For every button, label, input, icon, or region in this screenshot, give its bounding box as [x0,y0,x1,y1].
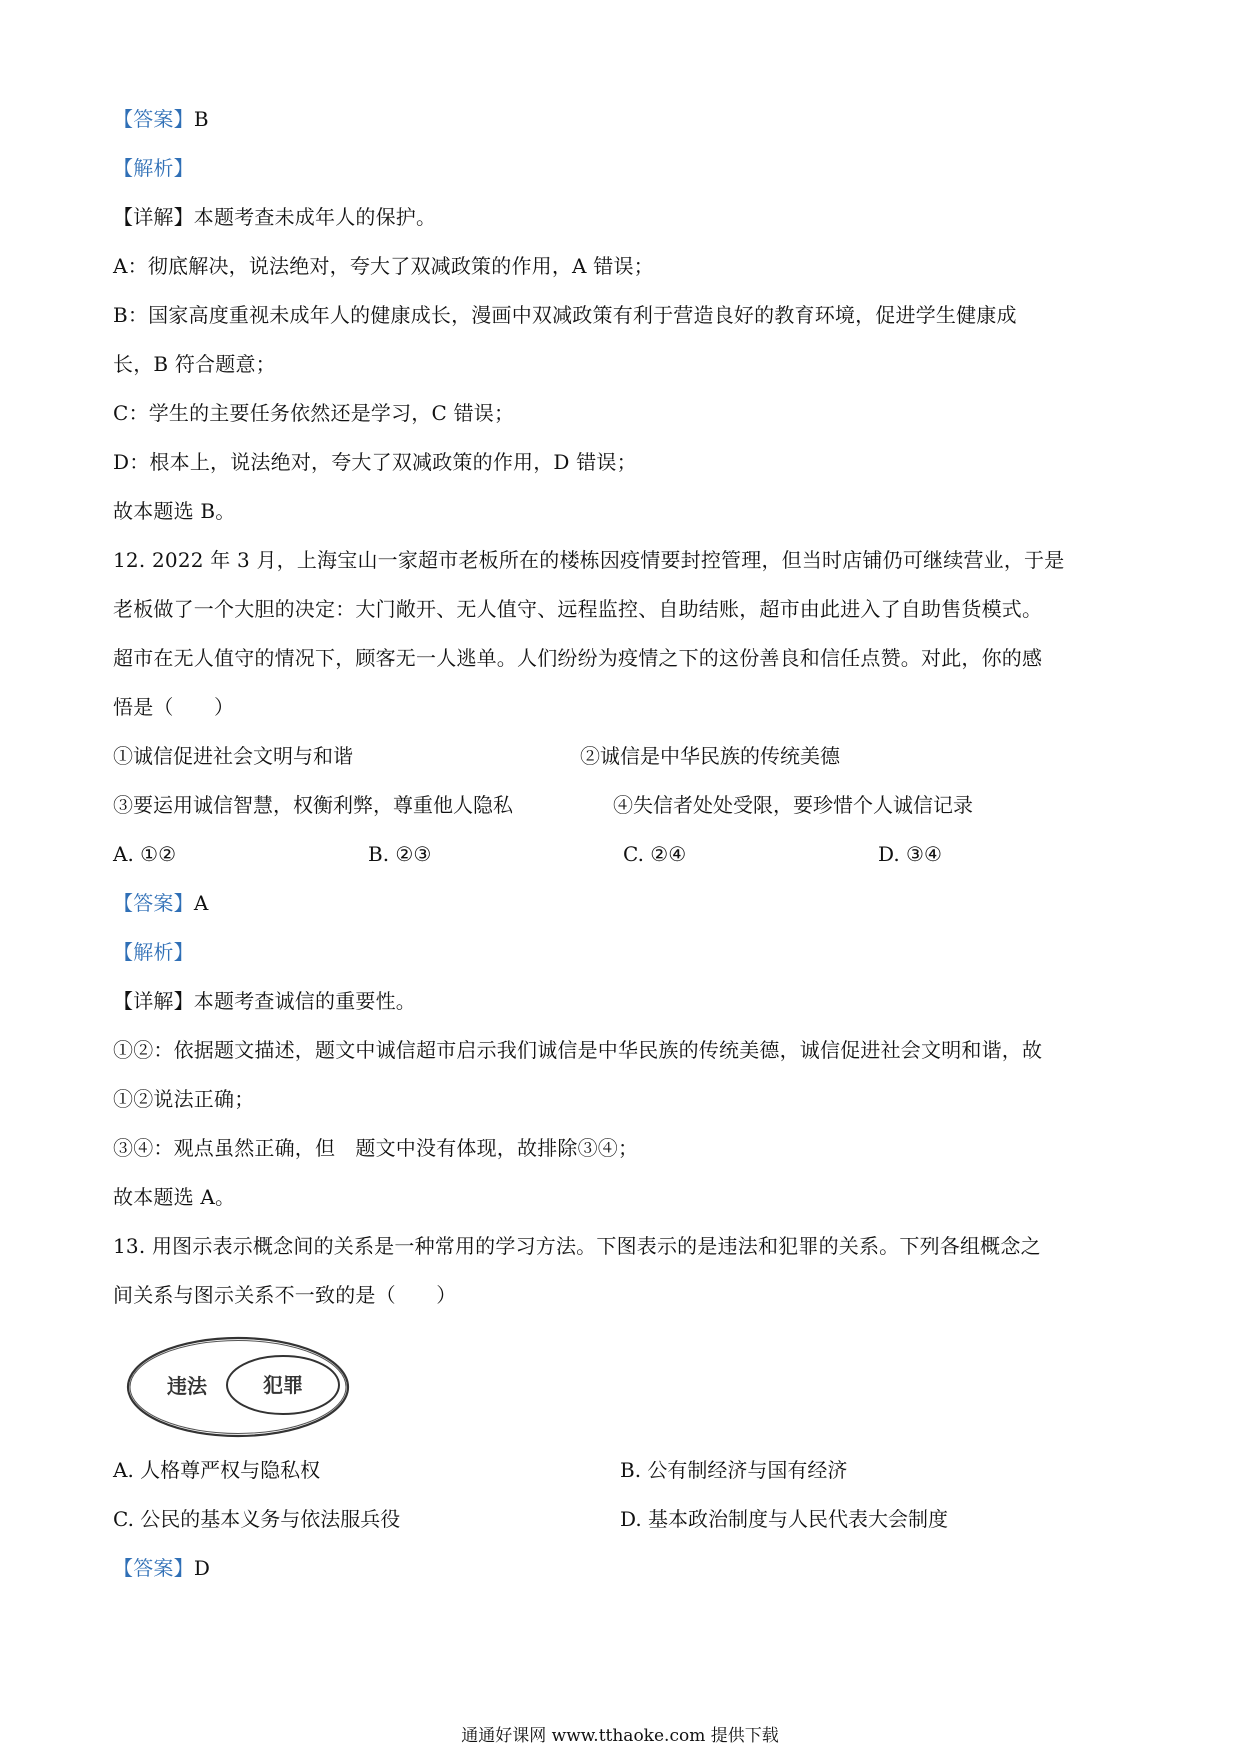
q13-option-b: B. 公有制经济与国有经济 [620,1458,848,1482]
answer-label: 【答案】 [113,891,194,915]
outer-ellipse-inner-ring [130,1341,346,1434]
q11-line: 故本题选 B。 [113,499,236,523]
q13-option-a: A. 人格尊严权与隐私权 [113,1458,321,1482]
q11-line: D：根本上，说法绝对，夸大了双减政策的作用，D 错误； [113,450,637,474]
q12-statement-3: ③要运用诚信智慧，权衡利弊，尊重他人隐私 [113,793,513,817]
page-footer: 通通好课网 www.tthaoke.com 提供下载 [461,1726,779,1746]
q11-line: B：国家高度重视未成年人的健康成长，漫画中双减政策有利于营造良好的教育环境，促进学生健康成 [113,303,1017,327]
q11-analysis-label: 【解析】 [113,156,194,180]
q12-option-b: B. ②③ [368,842,432,866]
answer-label: 【答案】 [113,1556,194,1580]
q13-option-d: D. 基本政治制度与人民代表大会制度 [620,1507,949,1531]
q13-stem-line: 13. 用图示表示概念间的关系是一种常用的学习方法。下图表示的是违法和犯罪的关系。下列各组概念之 [113,1234,1041,1258]
answer-value: A [193,891,209,915]
venn-diagram-svg [126,1332,356,1442]
q12-line: ①②说法正确； [113,1087,255,1111]
outer-label: 违法 [167,1374,207,1398]
outer-ellipse [128,1338,348,1436]
q12-statement-4: ④失信者处处受限，要珍惜个人诚信记录 [613,793,973,817]
q12-analysis-label: 【解析】 [113,940,194,964]
q12-option-c: C. ②④ [623,842,687,866]
q12-statement-1: ①诚信促进社会文明与和谐 [113,744,353,768]
q12-option-a: A. ①② [113,842,177,866]
q11-detail: 【详解】本题考查未成年人的保护。 [113,205,437,229]
q12-answer [113,889,208,917]
q12-line: ③④：观点虽然正确，但 题文中没有体现，故排除③④； [113,1136,639,1160]
q11-answer [113,105,209,133]
q13-stem-line: 间关系与图示关系不一致的是（ ） [113,1283,457,1307]
q12-stem-line: 老板做了一个大胆的决定：大门敞开、无人值守、远程监控、自助结账，超市由此进入了自助售货模式。 [113,597,1043,621]
venn-diagram [126,1332,356,1442]
q13-option-c: C. 公民的基本义务与依法服兵役 [113,1507,401,1531]
q12-statement-2: ②诚信是中华民族的传统美德 [580,744,840,768]
q13-answer [113,1554,210,1582]
q12-stem-line: 超市在无人值守的情况下，顾客无一人逃单。人们纷纷为疫情之下的这份善良和信任点赞。对此，你的感 [113,646,1043,670]
q11-line: A：彻底解决，说法绝对，夸大了双减政策的作用，A 错误； [113,254,654,278]
answer-value: B [193,107,209,131]
q12-stem-line: 12. 2022 年 3 月，上海宝山一家超市老板所在的楼栋因疫情要封控管理，但当时店铺仍可继续营业，于是 [113,548,1065,572]
q12-line: 故本题选 A。 [113,1185,236,1209]
q11-line: 长，B 符合题意； [113,352,276,376]
q12-option-d: D. ③④ [878,842,942,866]
q12-stem-line: 悟是（ ） [113,695,235,719]
answer-label: 【答案】 [113,107,194,131]
q12-line: ①②：依据题文描述，题文中诚信超市启示我们诚信是中华民族的传统美德，诚信促进社会文明和谐，故 [113,1038,1043,1062]
q12-detail: 【详解】本题考查诚信的重要性。 [113,989,416,1013]
inner-label: 犯罪 [263,1373,303,1397]
q11-line: C：学生的主要任务依然还是学习，C 错误； [113,401,515,425]
answer-value: D [193,1556,211,1580]
